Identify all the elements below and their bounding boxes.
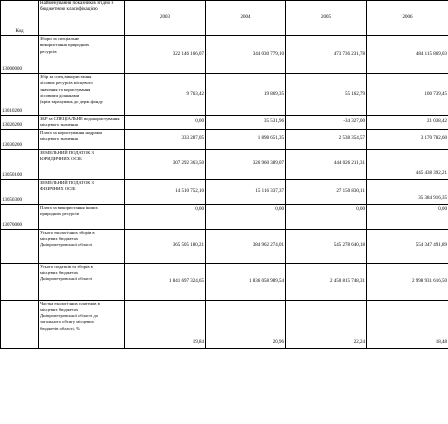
row-name — [39, 179, 125, 204]
row-value: -34 327,00 — [286, 116, 367, 130]
row-value: 14 510 752,10 — [125, 179, 206, 204]
row-name-line: Усього екологічних зборів в — [40, 229, 95, 235]
row-value: 27 150 830,11 — [286, 179, 367, 204]
row-name-line: природних ресурсів — [40, 210, 79, 216]
header-year: 2005 — [286, 1, 367, 36]
header-year: 2006 — [367, 1, 448, 36]
table-row — [1, 36, 448, 74]
table-row — [1, 149, 448, 179]
row-name-line: Дніпропетровської області — [40, 276, 93, 282]
row-name-line: Дніпропетровської області — [40, 242, 93, 248]
row-name-line: Плата за використання інших — [40, 204, 98, 210]
row-code: 13010200 — [1, 74, 39, 116]
row-name-line: місцевого значення — [40, 135, 78, 141]
row-code: 13020200 — [1, 116, 39, 130]
row-value: 1 836 058 989,54 — [206, 263, 286, 300]
table-body — [1, 36, 448, 349]
row-value: 484 115 869,03 — [367, 36, 448, 74]
row-name-line: місцевих бюджетах — [40, 235, 79, 241]
table-row — [1, 116, 448, 130]
row-value: 0,00 — [125, 116, 206, 130]
table-row — [1, 204, 448, 229]
row-name-line: ФІЗИЧНИХ ОСІБ — [40, 185, 76, 191]
row-value: 9 763,42 — [125, 74, 206, 116]
header-row — [1, 1, 448, 36]
row-name — [39, 229, 125, 263]
row-name — [39, 129, 125, 149]
row-code: 13030200 — [1, 129, 39, 149]
row-name-line: Плата за користування надрами — [40, 129, 102, 135]
row-name-line: (крім зарахувань до держ.фонду — [40, 99, 103, 105]
row-code: 13000000 — [1, 36, 39, 74]
row-value: 444 026 211,31 — [286, 149, 367, 179]
row-name-line: Усього податків та зборів в — [40, 263, 93, 269]
row-value: 35 531,96 — [206, 116, 286, 130]
row-value: 445 438 392,21 — [367, 149, 448, 179]
row-name — [39, 36, 125, 74]
row-name — [39, 149, 125, 179]
table-row — [1, 300, 448, 348]
row-value: 20,96 — [206, 300, 286, 348]
row-code: 13070000 — [1, 204, 39, 229]
row-value: 322 146 166,07 — [125, 36, 206, 74]
header-year: 2003 — [125, 1, 206, 36]
row-name-line: ЗБР за СПЕЦІАЛЬНЕ водокористування — [40, 116, 120, 121]
row-name-line: Частка екологічних платежів в — [40, 300, 100, 306]
row-value: 19,84 — [125, 300, 206, 348]
row-name-line: лісових ресурсів місцевого — [40, 80, 93, 86]
row-value: 15 116 337,37 — [206, 179, 286, 204]
row-value: 2 998 931 616,50 — [367, 263, 448, 300]
row-name-line: значення та користування — [40, 86, 91, 92]
row-value: 35 384 916,35 — [367, 179, 448, 204]
row-value: 100 739,45 — [367, 74, 448, 116]
row-value: 19 869,35 — [206, 74, 286, 116]
row-value: 2 538 354,57 — [286, 129, 367, 149]
row-code — [1, 300, 39, 348]
table-row — [1, 263, 448, 300]
row-name-line: ЗЕМЕЛЬНИЙ ПОДАТОК З — [40, 149, 94, 155]
row-name-line: лісовими ділянками — [40, 92, 80, 98]
row-name-line: ЮРИДИЧНИХ ОСІБ — [40, 155, 82, 161]
row-value: 1 841 697 324,65 — [125, 263, 206, 300]
row-value: 55 162,79 — [286, 74, 367, 116]
row-value: 365 505 180,21 — [125, 229, 206, 263]
row-value: 307 292 363,50 — [125, 149, 206, 179]
row-value: 384 962 274,01 — [206, 229, 286, 263]
table-row — [1, 74, 448, 116]
row-value: 473 736 231,78 — [286, 36, 367, 74]
row-name — [39, 116, 125, 130]
row-value: 21 038,42 — [367, 116, 448, 130]
row-value: 18,48 — [367, 300, 448, 348]
row-name — [39, 300, 125, 348]
row-value: 1 898 651,35 — [206, 129, 286, 149]
row-code — [1, 229, 39, 263]
header-year: 2004 — [206, 1, 286, 36]
row-name — [39, 74, 125, 116]
row-name-line: ЗЕМЕЛЬНИЙ ПОДАТОК З — [40, 179, 94, 185]
row-value: 344 030 779,10 — [206, 36, 286, 74]
row-name-line: Дніпропетровської області до — [40, 313, 99, 319]
row-name-line: Збори за спеціальне — [40, 36, 80, 41]
row-name-line: місцевого значення — [40, 122, 78, 128]
row-value: 0,00 — [206, 204, 286, 229]
row-code: 13050300 — [1, 179, 39, 204]
row-name-line: використання природних — [40, 42, 90, 48]
header-code: Код — [1, 1, 39, 36]
row-name-line: місцевих бюджетах — [40, 306, 79, 312]
row-name — [39, 263, 125, 300]
table-row — [1, 229, 448, 263]
row-name-line: ресурсів — [40, 48, 57, 54]
header-name: Найменування показників згідно з бюджетною класифікацією — [39, 1, 125, 36]
row-value: 2 450 815 748,31 — [286, 263, 367, 300]
table-row — [1, 179, 448, 204]
row-name-line: бюджетів області, % — [40, 325, 80, 331]
row-value: 0,00 — [286, 204, 367, 229]
row-value: 554 347 491,89 — [367, 229, 448, 263]
row-name-line: місцевих бюджетах — [40, 269, 79, 275]
row-value: 22,24 — [286, 300, 367, 348]
table-row — [1, 129, 448, 149]
row-name — [39, 204, 125, 229]
row-value: 0,00 — [367, 204, 448, 229]
row-name-line: загального обсягу місцевих — [40, 319, 94, 325]
row-value: 0,00 — [125, 204, 206, 229]
row-code: 13050100 — [1, 149, 39, 179]
row-value: 545 278 640,18 — [286, 229, 367, 263]
row-value: 326 960 389,07 — [206, 149, 286, 179]
row-name-line: Збір за спец.використання — [40, 74, 92, 79]
row-value: 3 170 782,60 — [367, 129, 448, 149]
row-value: 333 287,05 — [125, 129, 206, 149]
row-code — [1, 263, 39, 300]
